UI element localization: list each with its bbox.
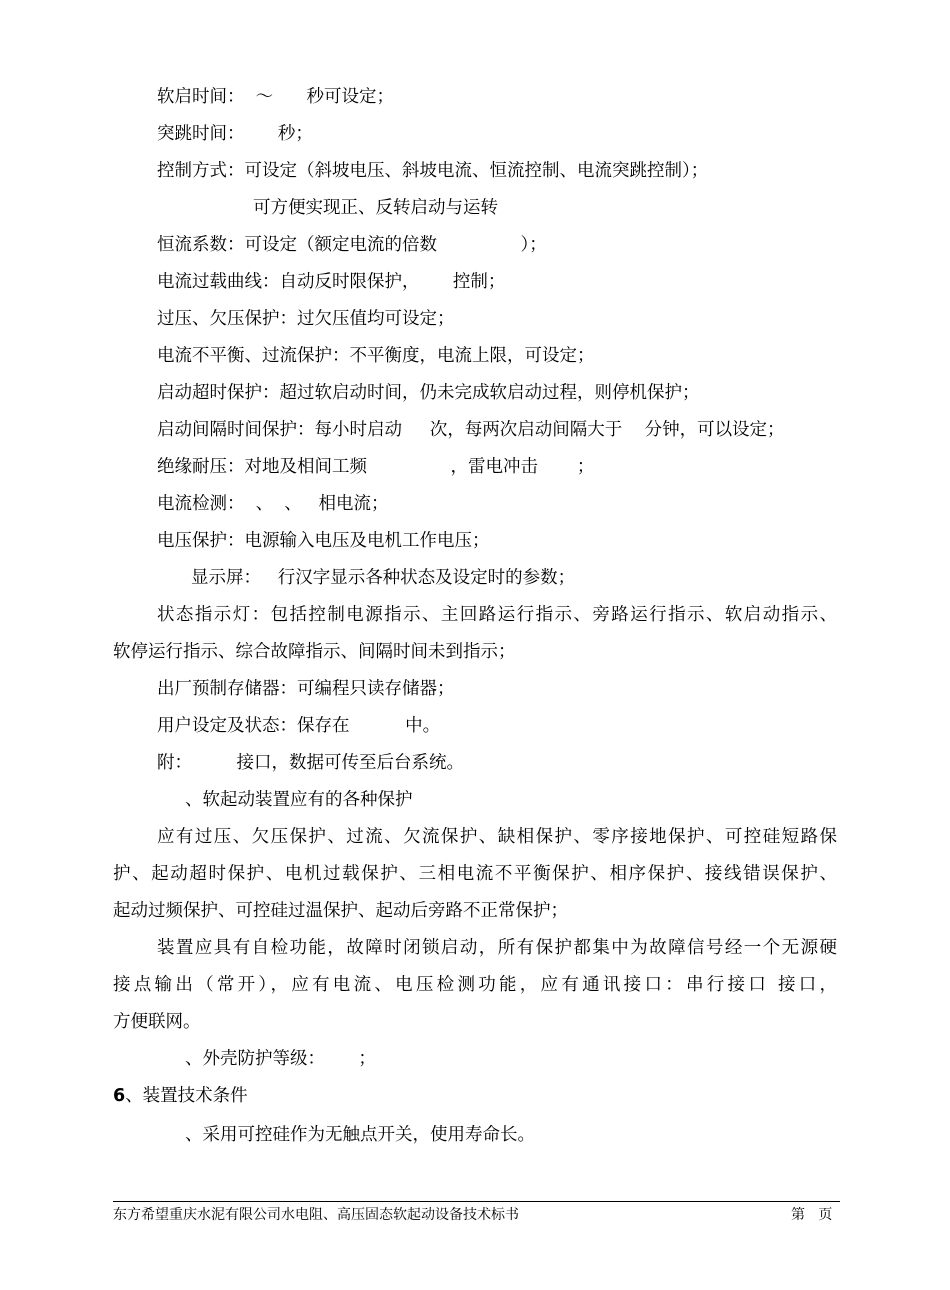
section-heading [113,1086,248,1106]
text-line: 、软起动装置应有的各种保护 [185,790,413,810]
text-line: 应有过压、欠压保护、过流、欠流保护、缺相保护、零序接地保护、可控硅短路保 [157,827,837,847]
text-line: 、采用可控硅作为无触点开关，使用寿命长。 [185,1125,535,1145]
text-line: 电压保护：电源输入电压及电机工作电压； [157,531,490,551]
text-line: 起动过频保护、可控硅过温保护、起动后旁路不正常保护； [113,901,568,921]
footer-title: 东方希望重庆水泥有限公司水电阻、高压固态软起动设备技术标书 [113,1207,519,1223]
text-line: 、外壳防护等级： ； [185,1049,376,1069]
text-line: 装置应具有自检功能，故障时闭锁启动，所有保护都集中为故障信号经一个无源硬 [157,938,837,958]
text-line: 过压、欠压保护：过欠压值均可设定； [157,309,455,329]
section-number: 6 [113,1086,126,1106]
text-line: 方便联网。 [113,1012,201,1032]
text-line: 软启时间： ～ 秒可设定； [157,87,395,107]
text-line: 出厂预制存储器：可编程只读存储器； [157,679,455,699]
text-line: 绝缘耐压：对地及相间工频 ，雷电冲击 ； [157,457,595,477]
text-line: 突跳时间： 秒； [157,124,313,144]
text-line: 显示屏： 行汉字显示各种状态及设定时的参数； [191,568,576,588]
text-line: 状态指示灯：包括控制电源指示、主回路运行指示、旁路运行指示、软启动指示、 [157,605,837,625]
text-line: 电流不平衡、过流保护：不平衡度，电流上限，可设定； [157,346,595,366]
footer-divider [113,1201,840,1202]
text-line: 附： 接口，数据可传至后台系统。 [157,753,465,773]
text-line: 接点输出（常开），应有电流、电压检测功能，应有通讯接口：串行接口 接口， [113,975,837,995]
text-line: 启动超时保护：超过软启动时间，仍未完成软启动过程，则停机保护； [157,383,700,403]
text-line: 启动间隔时间保护：每小时启动 次，每两次启动间隔大于 分钟，可以设定； [157,420,785,440]
text-line: 可方便实现正、反转启动与运转 [253,198,498,218]
text-line: 用户设定及状态：保存在 中。 [157,716,441,736]
text-line: 恒流系数：可设定（额定电流的倍数 ）； [157,235,547,255]
text-line: 电流过载曲线：自动反时限保护， 控制； [157,272,506,292]
text-line: 控制方式：可设定（斜坡电压、斜坡电流、恒流控制、电流突跳控制）； [157,161,709,181]
footer-page-number: 第 页 [791,1207,833,1223]
text-line: 护、起动超时保护、电机过载保护、三相电流不平衡保护、相序保护、接线错误保护、 [113,864,837,884]
text-line: 软停运行指示、综合故障指示、间隔时间未到指示； [113,642,516,662]
text-line: 电流检测： 、 、 相电流； [157,494,389,514]
section-title: 、装置技术条件 [125,1086,248,1106]
